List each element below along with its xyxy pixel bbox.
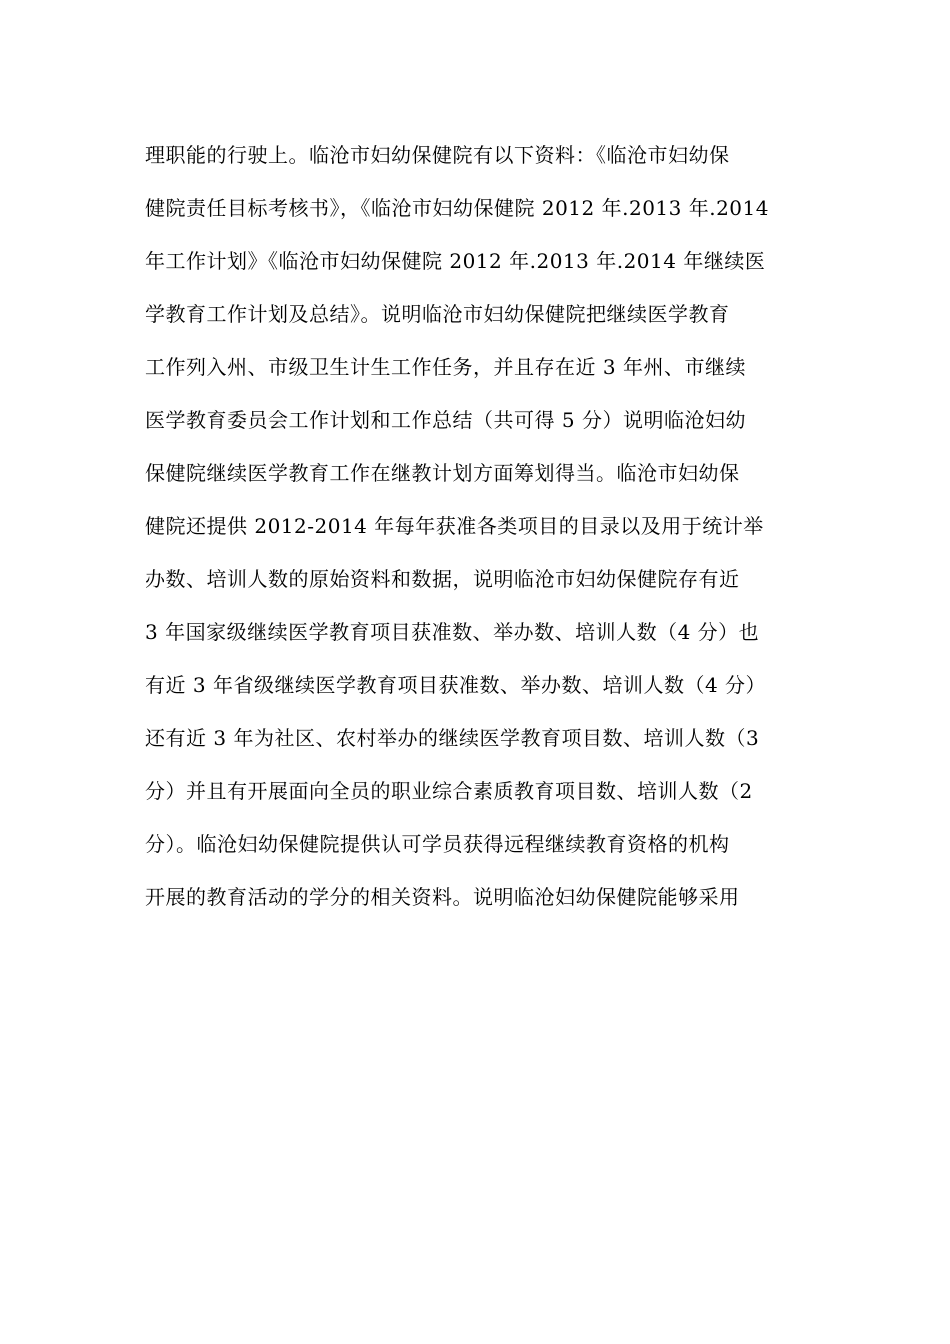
- text-line: 办数、培训人数的原始资料和数据，说明临沧市妇幼保健院存有近: [145, 567, 740, 591]
- text-line: 有近 3 年省级继续医学教育项目获准数、举办数、培训人数（4 分）: [145, 673, 767, 697]
- text-line: 保健院继续医学教育工作在继教计划方面筹划得当。临沧市妇幼保: [145, 461, 740, 485]
- text-line: 分）。临沧妇幼保健院提供认可学员获得远程继续教育资格的机构: [145, 832, 730, 856]
- text-line: 医学教育委员会工作计划和工作总结（共可得 5 分）说明临沧妇幼: [145, 408, 746, 432]
- body-text: [145, 133, 815, 928]
- text-line: 3 年国家级继续医学教育项目获准数、举办数、培训人数（4 分）也: [145, 620, 760, 644]
- text-line: 健院还提供 2012-2014 年每年获准各类项目的目录以及用于统计举: [145, 514, 764, 538]
- text-line: 健院责任目标考核书》，《临沧市妇幼保健院 2012 年.2013 年.2014: [145, 196, 769, 220]
- text-line: 分）并且有开展面向全员的职业综合素质教育项目数、培训人数（2: [145, 779, 753, 803]
- text-line: 开展的教育活动的学分的相关资料。说明临沧妇幼保健院能够采用: [145, 885, 740, 909]
- text-line: 工作列入州、市级卫生计生工作任务，并且存在近 3 年州、市继续: [145, 355, 746, 379]
- text-line: 学教育工作计划及总结》。说明临沧市妇幼保健院把继续医学教育: [145, 302, 730, 326]
- text-line: 理职能的行驶上。临沧市妇幼保健院有以下资料：《临沧市妇幼保: [145, 143, 730, 167]
- text-line: 年工作计划》《临沧市妇幼保健院 2012 年.2013 年.2014 年继续医: [145, 249, 766, 273]
- text-line: 还有近 3 年为社区、农村举办的继续医学教育项目数、培训人数（3: [145, 726, 760, 750]
